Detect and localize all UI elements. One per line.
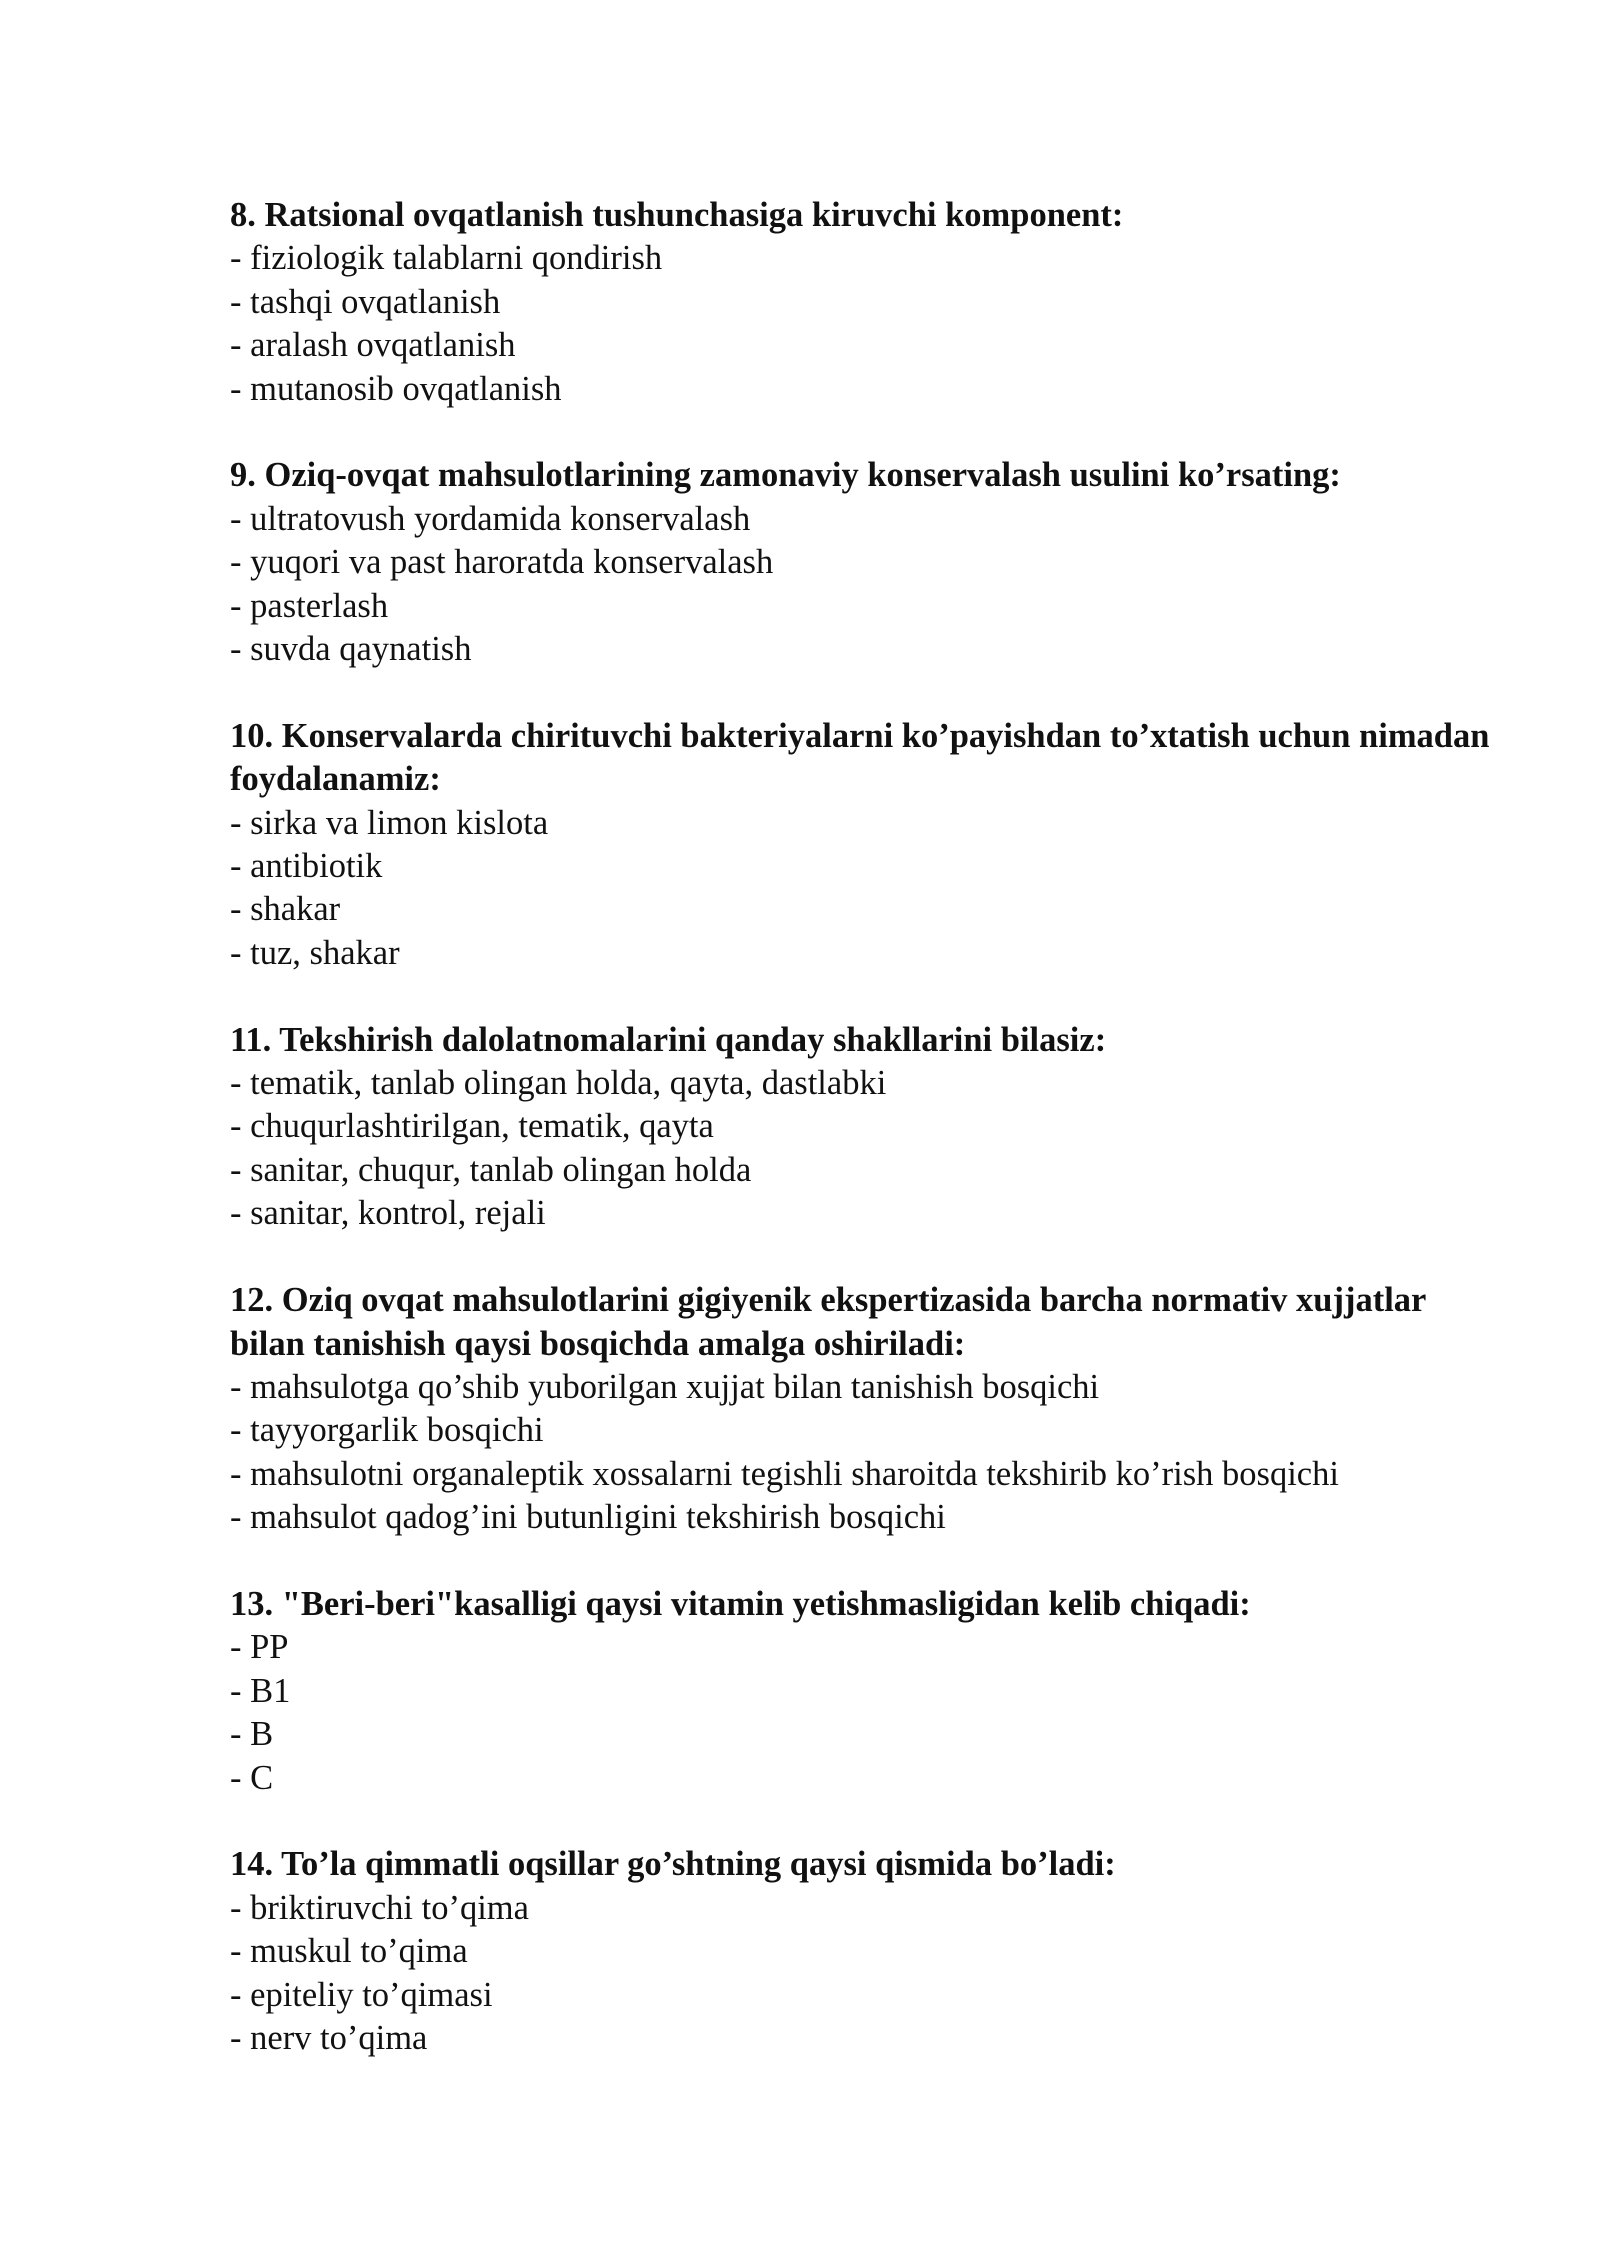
question-title: 12. Oziq ovqat mahsulotlarini gigiyenik ekspertizasida barcha normativ xujjatlar bilan tanishish qaysi bosqichda amalga oshiriladi: — [230, 1281, 1426, 1363]
question-10 — [230, 715, 1490, 975]
question-9 — [230, 454, 1490, 671]
answer-options — [230, 237, 1490, 411]
answer-option: - tayyorgarlik bosqichi — [230, 1409, 1490, 1452]
answer-options — [230, 1062, 1490, 1236]
question-title: 11. Tekshirish dalolatnomalarini qanday shakllarini bilasiz: — [230, 1020, 1107, 1059]
answer-options — [230, 1366, 1490, 1540]
question-13 — [230, 1583, 1490, 1800]
document-page — [230, 194, 1490, 2104]
answer-option: - briktiruvchi to’qima — [230, 1887, 1490, 1930]
question-title: 13. "Beri-beri"kasalligi qaysi vitamin yetishmasligidan kelib chiqadi: — [230, 1584, 1251, 1623]
answer-option: - yuqori va past haroratda konservalash — [230, 541, 1490, 584]
answer-option: - C — [230, 1757, 1490, 1800]
answer-option: - chuqurlashtirilgan, tematik, qayta — [230, 1105, 1490, 1148]
answer-option: - B — [230, 1713, 1490, 1756]
question-title: 14. To’la qimmatli oqsillar go’shtning qaysi qismida bo’ladi: — [230, 1845, 1116, 1884]
answer-option: - antibiotik — [230, 845, 1490, 888]
question-12 — [230, 1279, 1490, 1539]
question-8 — [230, 194, 1490, 411]
answer-option: - tematik, tanlab olingan holda, qayta, dastlabki — [230, 1062, 1490, 1105]
answer-option: - aralash ovqatlanish — [230, 324, 1490, 367]
answer-option: - epiteliy to’qimasi — [230, 1974, 1490, 2017]
answer-option: - sirka va limon kislota — [230, 802, 1490, 845]
answer-options — [230, 1626, 1490, 1800]
answer-option: - mahsulotni organaleptik xossalarni tegishli sharoitda tekshirib ko’rish bosqichi — [230, 1453, 1490, 1496]
question-title: 8. Ratsional ovqatlanish tushunchasiga kiruvchi komponent: — [230, 196, 1124, 234]
answer-option: - sanitar, chuqur, tanlab olingan holda — [230, 1149, 1490, 1192]
answer-option: - shakar — [230, 888, 1490, 931]
answer-option: - tuz, shakar — [230, 932, 1490, 975]
question-11 — [230, 1019, 1490, 1236]
answer-option: - pasterlash — [230, 585, 1490, 628]
answer-option: - mahsulotga qo’shib yuborilgan xujjat bilan tanishish bosqichi — [230, 1366, 1490, 1409]
answer-option: - fiziologik talablarni qondirish — [230, 237, 1490, 280]
answer-option: - muskul to’qima — [230, 1930, 1490, 1973]
answer-option: - suvda qaynatish — [230, 628, 1490, 671]
question-title: 9. Oziq-ovqat mahsulotlarining zamonaviy konservalash usulini ko’rsating: — [230, 456, 1341, 495]
answer-option: - ultratovush yordamida konservalash — [230, 498, 1490, 541]
answer-options — [230, 802, 1490, 976]
answer-option: - mutanosib ovqatlanish — [230, 368, 1490, 411]
answer-option: - tashqi ovqatlanish — [230, 281, 1490, 324]
answer-options — [230, 498, 1490, 672]
question-14 — [230, 1843, 1490, 2060]
answer-option: - mahsulot qadog’ini butunligini tekshirish bosqichi — [230, 1496, 1490, 1539]
answer-options — [230, 1887, 1490, 2061]
answer-option: - sanitar, kontrol, rejali — [230, 1192, 1490, 1235]
answer-option: - B1 — [230, 1670, 1490, 1713]
answer-option: - PP — [230, 1626, 1490, 1669]
answer-option: - nerv to’qima — [230, 2017, 1490, 2060]
question-title: 10. Konservalarda chirituvchi bakteriyalarni ko’payishdan to’xtatish uchun nimadan foydalanamiz: — [230, 716, 1490, 799]
